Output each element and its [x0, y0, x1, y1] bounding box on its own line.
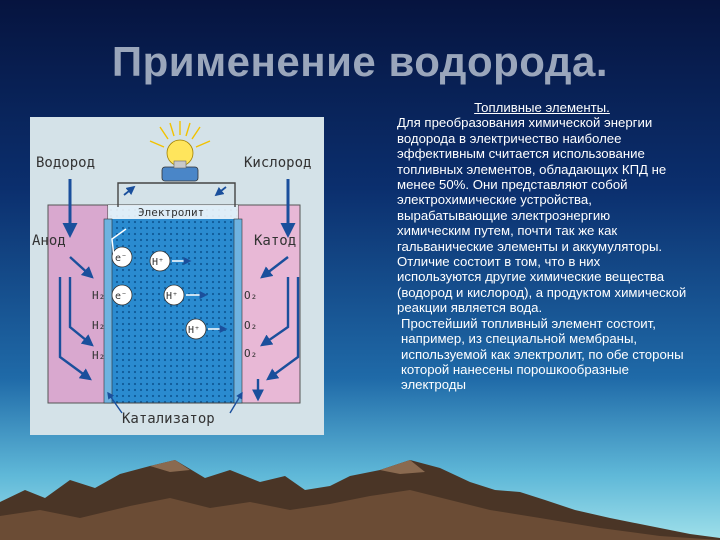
label-o2-3: O₂ [244, 347, 258, 360]
label-o2-1: O₂ [244, 289, 258, 302]
label-h2-2: H₂ [92, 319, 106, 332]
label-proton-1: H⁺ [152, 257, 165, 268]
label-proton-3: H⁺ [188, 325, 201, 336]
slide-title: Применение водорода. [111, 38, 609, 85]
paragraph-1: Для преобразования химической энергии водорода в электричество наиболее эффективным считается использование топливных элементов, обладающих КПД не менее 50%. Они представляют собой электрохимические устройства, вырабатывающие электроэнергию химическим путем, почти так же как гальванические элементы и аккумуляторы. Отличие состоит в том, что в них используются другие химические вещества (водород и кислород), а продуктом химической реакции является вода. [397, 115, 687, 316]
label-proton-2: H⁺ [166, 291, 179, 302]
label-h2-3: H₂ [92, 349, 106, 362]
section-heading: Топливные элементы. [474, 100, 610, 115]
label-electron-1: e⁻ [115, 253, 128, 264]
text-panel [397, 100, 687, 393]
label-electron-2: e⁻ [115, 291, 128, 302]
label-anode: Анод [32, 233, 66, 249]
label-oxygen: Кислород [244, 155, 312, 171]
label-hydrogen: Водород [36, 155, 96, 171]
fuel-cell-diagram [30, 117, 324, 435]
paragraph-2: Простейший топливный элемент состоит, например, из специальной мембраны, используемой как электролит, по обе стороны которой нанесены порошкообразные электроды [401, 315, 684, 393]
label-cathode: Катод [254, 233, 297, 249]
label-h2-1: H₂ [92, 289, 106, 302]
label-o2-2: O₂ [244, 319, 258, 332]
label-catalyst: Катализатор [122, 411, 215, 427]
label-electrolyte: Электролит [138, 206, 205, 219]
mountains-illustration [0, 430, 720, 540]
